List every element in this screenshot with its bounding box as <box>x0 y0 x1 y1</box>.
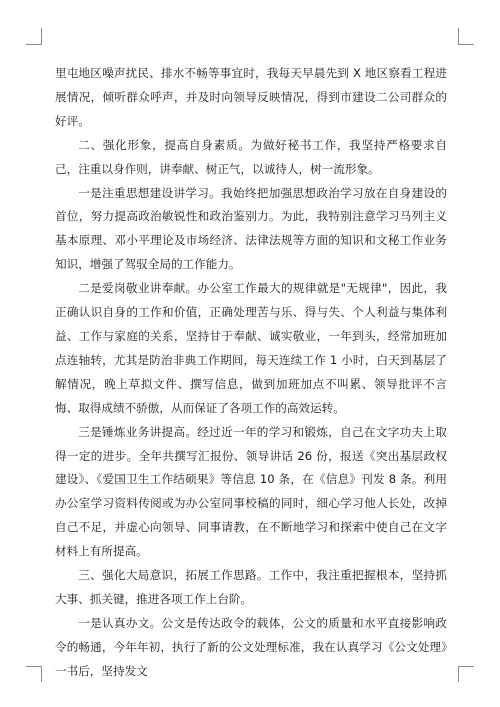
crop-mark-bottom-right <box>458 666 459 682</box>
crop-mark-bottom-left <box>26 666 42 667</box>
paragraph: 二是爱岗敬业讲奉献。办公室工作最大的规律就是"无规律"，因此，我正确认识自身的工作和价值，正确处理苦与乐、得与失、个人利益与集体利益、工作与家庭的关系，坚持甘于奉献、诚实敬业，一年到头，经常加班加点连轴转，尤其是防治非典工作期间，每天连续工作 1 小时，白天到基层了解情况，晚上草拟文件、撰写信息，做到加班加点不叫累、领导批评不言悔、取得成绩不骄傲，从而保证了各项工作的高效运转。 <box>55 281 447 415</box>
paragraph: 一是注重思想建设讲学习。我始终把加强思想政治学习放在自身建设的首位，努力提高政治敏锐性和政治鉴别力。为此，我特别注意学习马列主义基本原理、邓小平理论及市场经济、法律法规等方面的知识和文秘工作业务知识，增强了驾驭全局的工作能力。 <box>55 185 447 272</box>
paragraph: 里屯地区噪声扰民、排水不畅等事宜时，我每天早晨先到 X 地区察看工程进展情况，倾听群众呼声，并及时向领导反映情况，得到市建设二公司群众的好评。 <box>55 66 447 128</box>
crop-mark-top-left <box>41 28 42 44</box>
paragraph: 一是认真办文。公文是传达政令的载体，公文的质量和水平直接影响政令的畅通，今年年初，执行了新的公文处理标准，我在认真学习《公文处理》一书后，坚持发文 <box>55 615 447 678</box>
paragraph: 三、强化大局意识，拓展工作思路。工作中，我注重把握根本，坚持抓大事、抓关键，推进各项工作上台阶。 <box>55 568 447 606</box>
paragraph: 二、强化形象，提高自身素质。为做好秘书工作，我坚持严格要求自己，注重以身作则，讲奉献、树正气，以诚待人，树一流形象。 <box>55 137 447 176</box>
document-body <box>55 62 447 684</box>
crop-mark-bottom-left <box>41 666 42 682</box>
crop-mark-top-left <box>26 44 42 45</box>
crop-mark-bottom-right <box>458 666 474 667</box>
paragraph: 三是锤炼业务讲提高。经过近一年的学习和锻炼，自己在文字功夫上取得一定的进步。全年共撰写汇报份、领导讲话 26 份，报送《突出基层政权建设》、《爱国卫生工作结硕果》等信息 10 条，在《信息》刊发 8 条。利用办公室学习资料传阅或为办公室同事校稿的同时，细心学习他人长处，改掉自己不足，并虚心向领导、同事请教，在不断地学习和探索中使自己在文字材料上有所提高。 <box>55 424 447 559</box>
crop-mark-top-right <box>458 28 459 44</box>
crop-mark-top-right <box>458 44 474 45</box>
